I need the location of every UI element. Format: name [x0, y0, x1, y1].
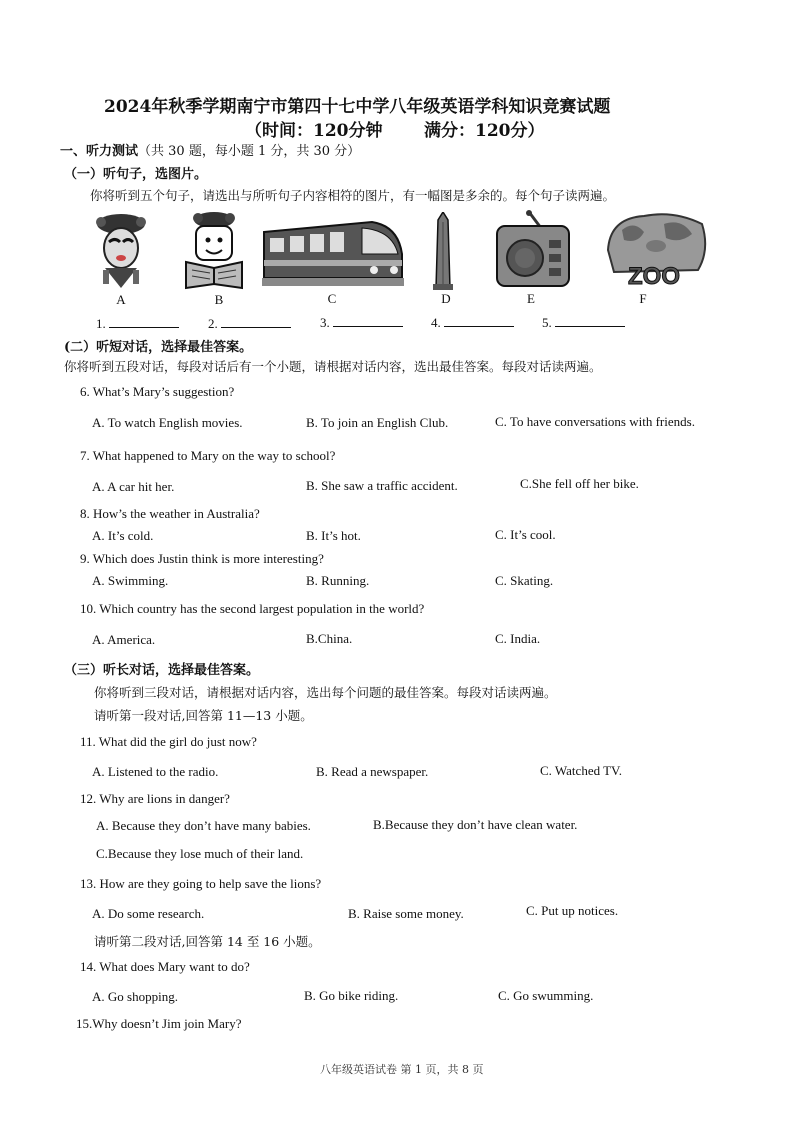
tower-picture	[430, 212, 456, 290]
question-7: 7. What happened to Mary on the way to school?	[80, 448, 336, 463]
section3-instruction: 你将听到三段对话，请根据对话内容，选出每个问题的最佳答案。每段对话读两遍。	[94, 685, 557, 700]
zoo-sign-text: ZOO	[628, 263, 680, 290]
q12-option-b[interactable]: B.Because they don’t have clean water.	[373, 817, 578, 832]
q6-option-a[interactable]: A. To watch English movies.	[92, 415, 243, 430]
question-13: 13. How are they going to help save the lions?	[80, 876, 322, 891]
picture-label-f: F	[639, 291, 647, 306]
q11-option-a[interactable]: A. Listened to the radio.	[92, 764, 219, 779]
q9-option-c[interactable]: C. Skating.	[495, 573, 554, 588]
answer-blank-3[interactable]: 3.	[320, 314, 403, 331]
q14-option-a[interactable]: A. Go shopping.	[92, 989, 178, 1004]
q7-option-a[interactable]: A. A car hit her.	[92, 479, 175, 494]
picture-label-e: E	[527, 291, 535, 306]
q11-option-c[interactable]: C. Watched TV.	[540, 763, 623, 778]
opera-mask-picture	[93, 210, 149, 290]
q12-option-c[interactable]: C.Because they lose much of their land.	[96, 846, 304, 861]
zoo-picture	[604, 210, 710, 290]
q12-option-a[interactable]: A. Because they don’t have many babies.	[96, 818, 311, 833]
q8-option-a[interactable]: A. It’s cold.	[92, 528, 154, 543]
exam-time: （时间：120分钟	[245, 121, 383, 141]
q8-option-b[interactable]: B. It’s hot.	[306, 528, 361, 543]
q6-option-b[interactable]: B. To join an English Club.	[306, 415, 449, 430]
section2-instruction: 你将听到五段对话，每段对话后有一个小题，请根据对话内容，选出最佳答案。每段对话读两遍。	[64, 359, 602, 374]
q10-option-c[interactable]: C. India.	[495, 631, 541, 646]
part1-heading-row	[60, 140, 360, 159]
question-6: 6. What’s Mary’s suggestion?	[80, 384, 235, 399]
q14-option-c[interactable]: C. Go swumming.	[498, 988, 594, 1003]
q9-option-b[interactable]: B. Running.	[306, 573, 370, 588]
radio-picture	[493, 210, 573, 290]
q7-option-c[interactable]: C.She fell off her bike.	[520, 476, 639, 491]
q10-option-b[interactable]: B.China.	[306, 631, 353, 646]
question-11: 11. What did the girl do just now?	[80, 734, 257, 749]
page-footer: 八年级英语试卷 第 1 页，共 8 页	[320, 1063, 484, 1076]
q13-option-a[interactable]: A. Do some research.	[92, 906, 205, 921]
part1-note: （共 30 题，每小题 1 分，共 30 分）	[138, 144, 361, 159]
question-9: 9. Which does Justin think is more interesting?	[80, 551, 324, 566]
part1-heading: 一、听力测试	[60, 144, 139, 159]
question-8: 8. How’s the weather in Australia?	[80, 506, 260, 521]
picture-label-b: B	[214, 292, 224, 307]
question-10: 10. Which country has the second largest population in the world?	[80, 601, 425, 616]
q9-option-a[interactable]: A. Swimming.	[92, 573, 169, 588]
train-picture	[262, 214, 404, 290]
question-12: 12. Why are lions in danger?	[80, 791, 230, 806]
answer-blank-2[interactable]: 2.	[208, 315, 291, 332]
picture-label-a: A	[116, 292, 126, 307]
section2-heading: (二）听短对话，选择最佳答案。	[64, 340, 253, 355]
q6-option-c[interactable]: C. To have conversations with friends.	[495, 414, 695, 429]
dialogue1-intro: 请听第一段对话,回答第 11—13 小题。	[94, 708, 313, 723]
answer-blank-5[interactable]: 5.	[542, 314, 625, 331]
question-14: 14. What does Mary want to do?	[80, 959, 250, 974]
q10-option-a[interactable]: A. America.	[92, 632, 156, 647]
q11-option-b[interactable]: B. Read a newspaper.	[316, 764, 429, 779]
section1-heading: （一）听句子，选图片。	[64, 167, 208, 182]
q13-option-c[interactable]: C. Put up notices.	[526, 903, 619, 918]
question-15: 15.Why doesn’t Jim join Mary?	[76, 1016, 242, 1031]
q7-option-b[interactable]: B. She saw a traffic accident.	[306, 478, 458, 493]
picture-label-d: D	[441, 291, 451, 306]
q14-option-b[interactable]: B. Go bike riding.	[304, 988, 399, 1003]
page-title: 2024年秋季学期南宁市第四十七中学八年级英语学科知识竞赛试题	[104, 97, 611, 117]
dialogue2-intro: 请听第二段对话,回答第 14 至 16 小题。	[94, 934, 321, 949]
answer-blank-4[interactable]: 4.	[431, 314, 514, 331]
picture-label-c: C	[327, 291, 337, 306]
exam-score: 满分：120分）	[424, 121, 545, 141]
q8-option-c[interactable]: C. It’s cool.	[495, 527, 556, 542]
q13-option-b[interactable]: B. Raise some money.	[348, 906, 464, 921]
section3-heading: （三）听长对话，选择最佳答案。	[64, 663, 260, 678]
answer-blank-1[interactable]: 1.	[96, 315, 179, 332]
reading-boy-picture	[182, 210, 246, 290]
section1-instruction: 你将听到五个句子，请选出与所听句子内容相符的图片，有一幅图是多余的。每个句子读两遍。	[90, 188, 616, 203]
